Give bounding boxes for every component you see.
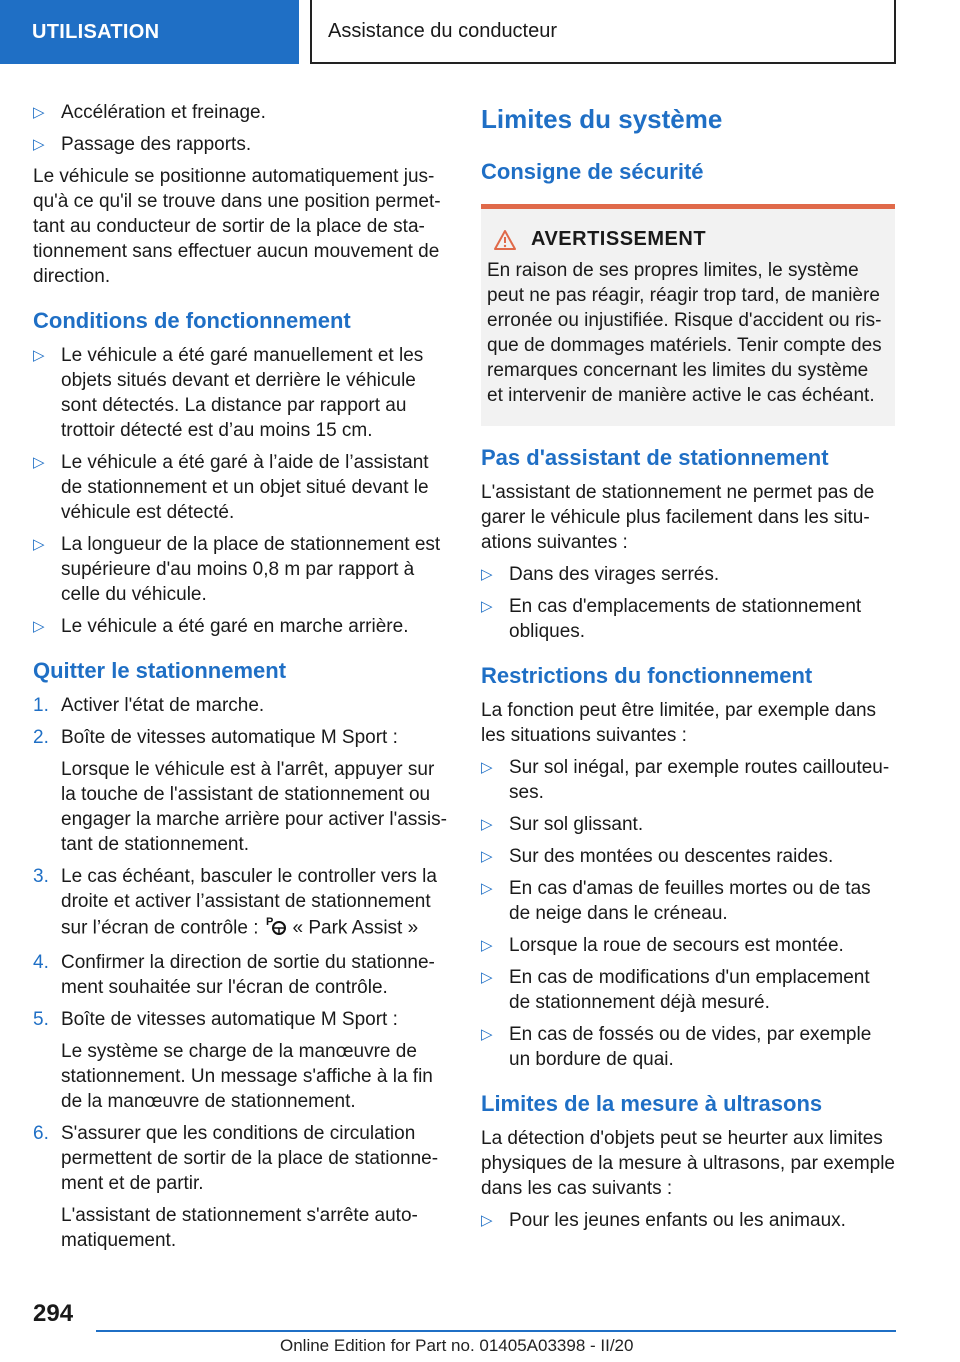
conditions-heading: Conditions de fonctionnement [33,308,351,333]
intro-paragraph: Le véhicule se positionne automatiquement jusqu'à ce qu'il se trouve dans une position permettant au conducteur de sortir de la place de stationnement sans effectuer aucun mouvement de direction. [33,166,441,287]
list-item: 6. S'assurer que les conditions de circulation permettent de sortir de la place de stationnement et de partir. L'assistant de stationnement s'arrête automatiquement. [33,1123,439,1251]
warning-header [487,227,887,252]
list-item: ▷ Sur sol glissant. [481,814,644,835]
chapter-title: Assistance du conducteur [310,0,896,64]
list-item: ▷ En cas de fossés ou de vides, par exemple un bordure de quai. [481,1024,872,1070]
triangle-bullet-icon: ▷ [33,347,45,364]
exit-heading: Quitter le stationnement [33,658,287,683]
list-item: ▷ En cas d'amas de feuilles mortes ou de tas de neige dans le créneau. [481,878,871,924]
list-item: ▷ En cas d'emplacements de stationnement obliques. [481,596,862,642]
list-item: ▷ Dans des virages serrés. [481,564,720,585]
ultrasound-list [481,1208,895,1233]
ultrasound-paragraph: La détection d'objets peut se heurter aux limites physiques de la mesure à ultrasons, par exemple dans les cas suivants : [481,1128,896,1199]
no-assist-heading: Pas d'assistant de stationnement [481,445,829,470]
warning-triangle-icon [493,229,517,251]
triangle-bullet-icon: ▷ [33,618,45,635]
triangle-bullet-icon: ▷ [481,848,493,865]
restrictions-paragraph: La fonction peut être limitée, par exemple dans les situations suivantes : [481,700,877,746]
no-assist-paragraph: L'assistant de stationnement ne permet pas de garer le véhicule plus facilement dans les situations suivantes : [481,482,875,553]
restrictions-list [481,755,895,1072]
ultrasound-heading: Limites de la mesure à ultrasons [481,1091,823,1116]
list-item: ▷ En cas de modifications d'un emplacement de stationnement déjà mesuré. [481,967,870,1013]
restrictions-heading: Restrictions du fonctionnement [481,663,813,688]
svg-text:P: P [265,916,273,928]
footer-divider [96,1330,896,1332]
triangle-bullet-icon: ▷ [481,969,493,986]
list-item: ▷ Accélération et freinage. [33,102,266,123]
edition-footer: Online Edition for Part no. 01405A03398 - II/20 [280,1336,634,1355]
list-item: ▷ Le véhicule a été garé manuellement et les objets situés devant et derrière le véhicule sont détectés. La distance par rapport au trottoir détecté est d’au moins 15 cm. [33,345,424,441]
no-assist-list [481,562,895,644]
right-column [481,100,895,1240]
triangle-bullet-icon: ▷ [33,104,45,121]
list-item: 5. Boîte de vitesses automatique M Sport : Le système se charge de la manœuvre de stationnement. Un message s'affiche à la fin de la manœuvre de stationnement. [33,1009,433,1112]
list-item: 2. Boîte de vitesses automatique M Sport : Lorsque le véhicule est à l'arrêt, appuyer sur la touche de l'assistant de stationnement ou engager la marche arrière pour activer l'assistant de stationnement. [33,727,447,855]
safety-heading: Consigne de sécurité [481,159,704,184]
triangle-bullet-icon: ▷ [481,816,493,833]
list-item: ▷ Passage des rapports. [33,134,252,155]
list-item: ▷ Sur sol inégal, par exemple routes caillouteuses. [481,757,890,803]
triangle-bullet-icon: ▷ [481,598,493,615]
list-item: ▷ Sur des montées ou descentes raides. [481,846,834,867]
list-item: ▷ La longueur de la place de stationnement est supérieure d'au moins 0,8 m par rapport à celle du véhicule. [33,534,441,605]
triangle-bullet-icon: ▷ [481,1212,493,1229]
triangle-bullet-icon: ▷ [481,759,493,776]
list-item: 3. Le cas échéant, basculer le controller vers la droite et activer l’assistant de stationnement sur l’écran de contrôle : P « Park Assist » [33,864,447,943]
park-assist-icon [265,914,287,943]
triangle-bullet-icon: ▷ [481,937,493,954]
left-column [33,100,447,1260]
section-tab: UTILISATION [0,0,299,64]
conditions-list [33,343,447,639]
list-item: ▷ Le véhicule a été garé à l’aide de l’assistant de stationnement et un objet situé devant le véhicule est détecté. [33,452,429,523]
list-item: 1. Activer l'état de marche. [33,695,265,716]
list-item: ▷ Le véhicule a été garé en marche arrière. [33,616,409,637]
triangle-bullet-icon: ▷ [481,880,493,897]
triangle-bullet-icon: ▷ [33,454,45,471]
triangle-bullet-icon: ▷ [33,136,45,153]
intro-bullet-list [33,100,447,157]
exit-steps-list [33,693,447,1253]
triangle-bullet-icon: ▷ [481,566,493,583]
section-heading: Limites du système [481,104,723,134]
list-item: 4. Confirmer la direction de sortie du stationnement souhaitée sur l'écran de contrôle. [33,952,435,998]
list-item: ▷ Pour les jeunes enfants ou les animaux. [481,1210,846,1231]
warning-box [481,204,895,426]
page-number: 294 [33,1300,74,1327]
warning-text: En raison de ses propres limites, le système peut ne pas réagir, réagir trop tard, de manière erronée ou injustifiée. Risque d'accident ou risque de dommages matériels. Tenir compte des remarques concernant les limites du système et intervenir de manière active le cas échéant. [487,260,882,406]
triangle-bullet-icon: ▷ [33,536,45,553]
warning-label: AVERTISSEMENT [531,228,707,250]
triangle-bullet-icon: ▷ [481,1026,493,1043]
list-item: ▷ Lorsque la roue de secours est montée. [481,935,844,956]
